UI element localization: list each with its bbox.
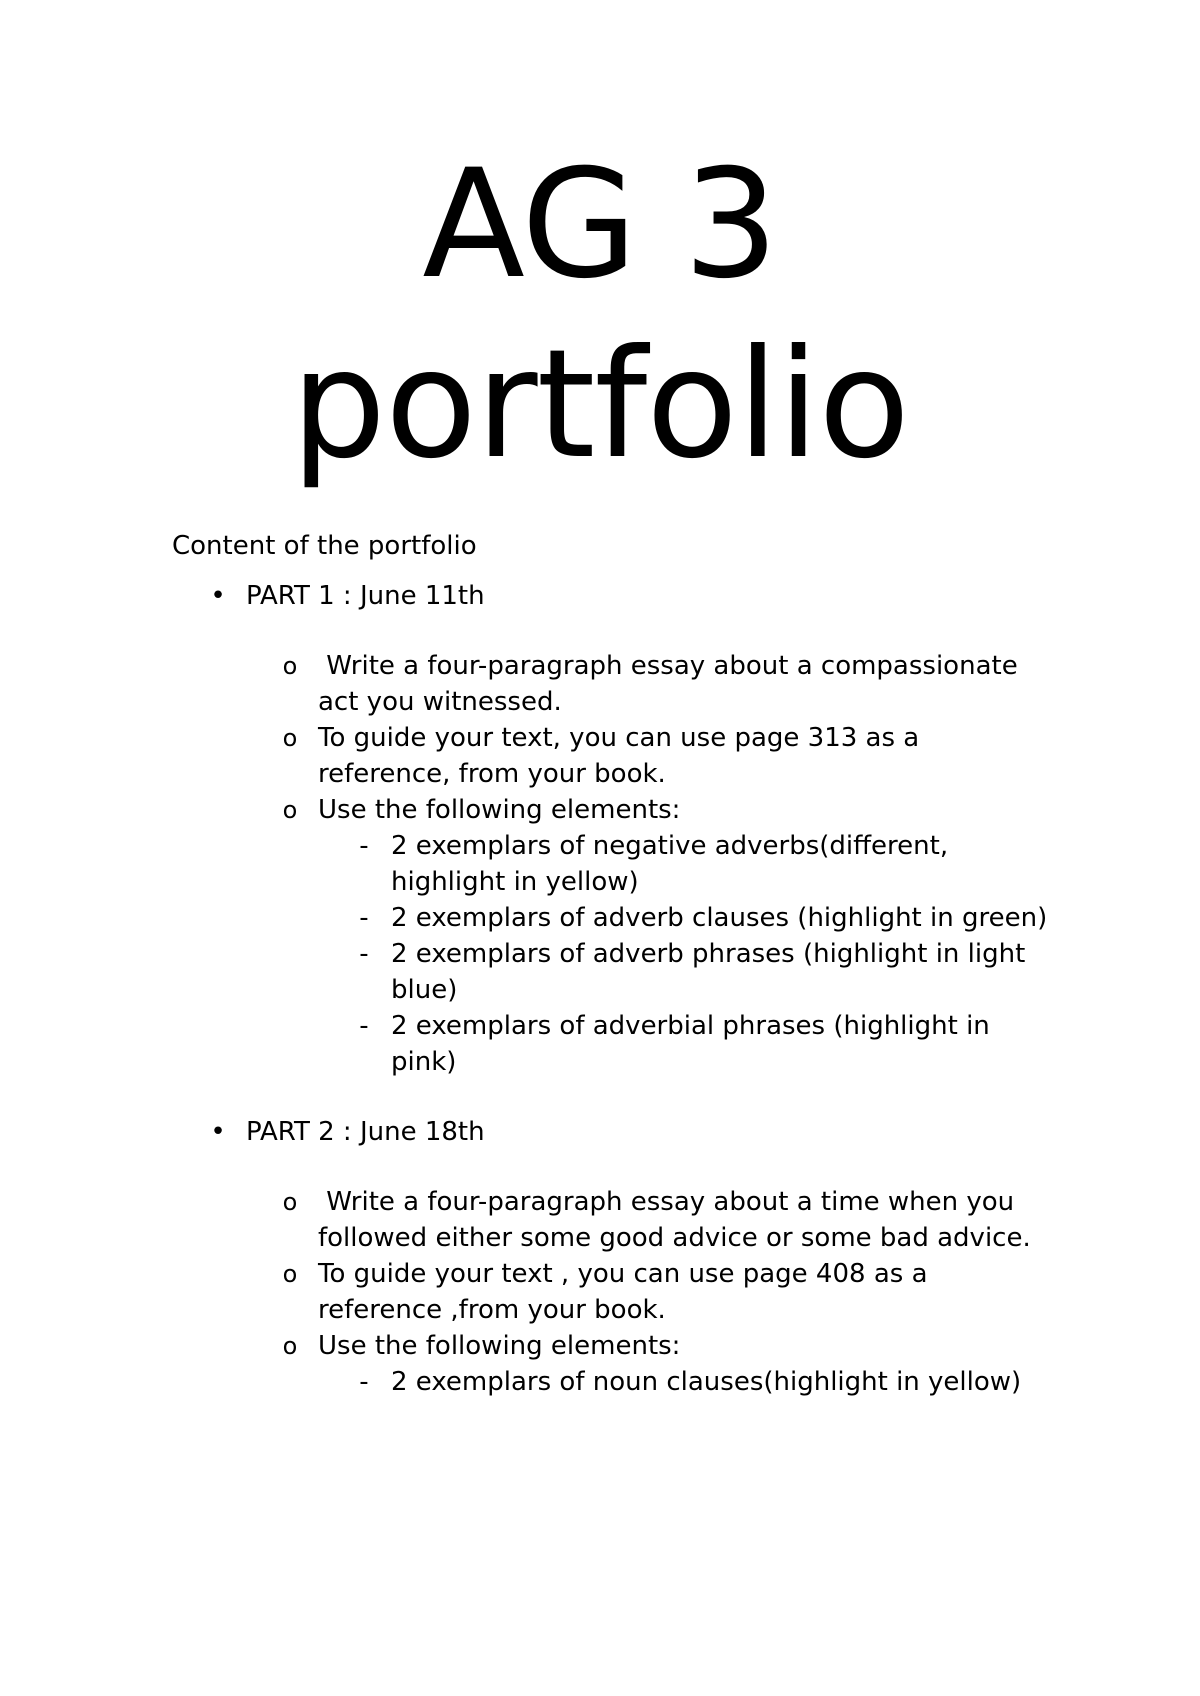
list-item — [172, 792, 1052, 1080]
part-1 — [172, 578, 1052, 614]
item-text: Write a four-paragraph essay about a compassionate act you witnessed. — [318, 651, 1026, 717]
title-line-1: AG 3 — [422, 138, 778, 312]
item-text: To guide your text , you can use page 408 as a reference ,from your book. — [318, 1259, 928, 1325]
part-2-label: PART 2 : June 18th — [246, 1117, 485, 1147]
element-item — [172, 936, 1052, 1008]
dash-bullet-icon: - — [359, 831, 369, 861]
element-text: 2 exemplars of noun clauses(highlight in yellow) — [391, 1367, 1022, 1397]
part-2-elements — [172, 1364, 1052, 1400]
circle-bullet-icon: o — [282, 1332, 298, 1360]
item-text: Use the following elements: — [318, 795, 681, 825]
element-text: 2 exemplars of adverb phrases (highlight in light blue) — [391, 939, 1026, 1005]
content-heading: Content of the portfolio — [172, 531, 477, 561]
list-item — [172, 648, 1052, 720]
part-1-elements — [172, 828, 1052, 1080]
element-text: 2 exemplars of negative adverbs(different, highlight in yellow) — [391, 831, 949, 897]
element-text: 2 exemplars of adverb clauses (highlight in green) — [391, 903, 1048, 933]
circle-bullet-icon: o — [282, 796, 298, 824]
circle-bullet-icon: o — [282, 1188, 298, 1216]
part-2 — [172, 1114, 1052, 1150]
circle-bullet-icon: o — [282, 652, 298, 680]
element-item — [172, 900, 1052, 936]
bullet-icon: • — [210, 581, 226, 611]
element-item — [172, 828, 1052, 900]
element-item — [172, 1364, 1052, 1400]
list-item — [172, 1328, 1052, 1400]
circle-bullet-icon: o — [282, 724, 298, 752]
dash-bullet-icon: - — [359, 939, 369, 969]
part-1-items — [172, 648, 1052, 1080]
title-line-2: portfolio — [290, 318, 910, 492]
list-item — [172, 1256, 1052, 1328]
bullet-icon: • — [210, 1117, 226, 1147]
list-item — [172, 720, 1052, 792]
item-text: Write a four-paragraph essay about a time when you followed either some good advice or some bad advice. — [318, 1187, 1031, 1253]
item-text: To guide your text, you can use page 313 as a reference, from your book. — [318, 723, 920, 789]
circle-bullet-icon: o — [282, 1260, 298, 1288]
dash-bullet-icon: - — [359, 1011, 369, 1041]
content-section — [172, 528, 1052, 1400]
part-2-items — [172, 1184, 1052, 1400]
item-text: Use the following elements: — [318, 1331, 681, 1361]
element-item — [172, 1008, 1052, 1080]
element-text: 2 exemplars of adverbial phrases (highlight in pink) — [391, 1011, 990, 1077]
part-1-label: PART 1 : June 11th — [246, 581, 485, 611]
list-item — [172, 1184, 1052, 1256]
dash-bullet-icon: - — [359, 903, 369, 933]
dash-bullet-icon: - — [359, 1367, 369, 1397]
